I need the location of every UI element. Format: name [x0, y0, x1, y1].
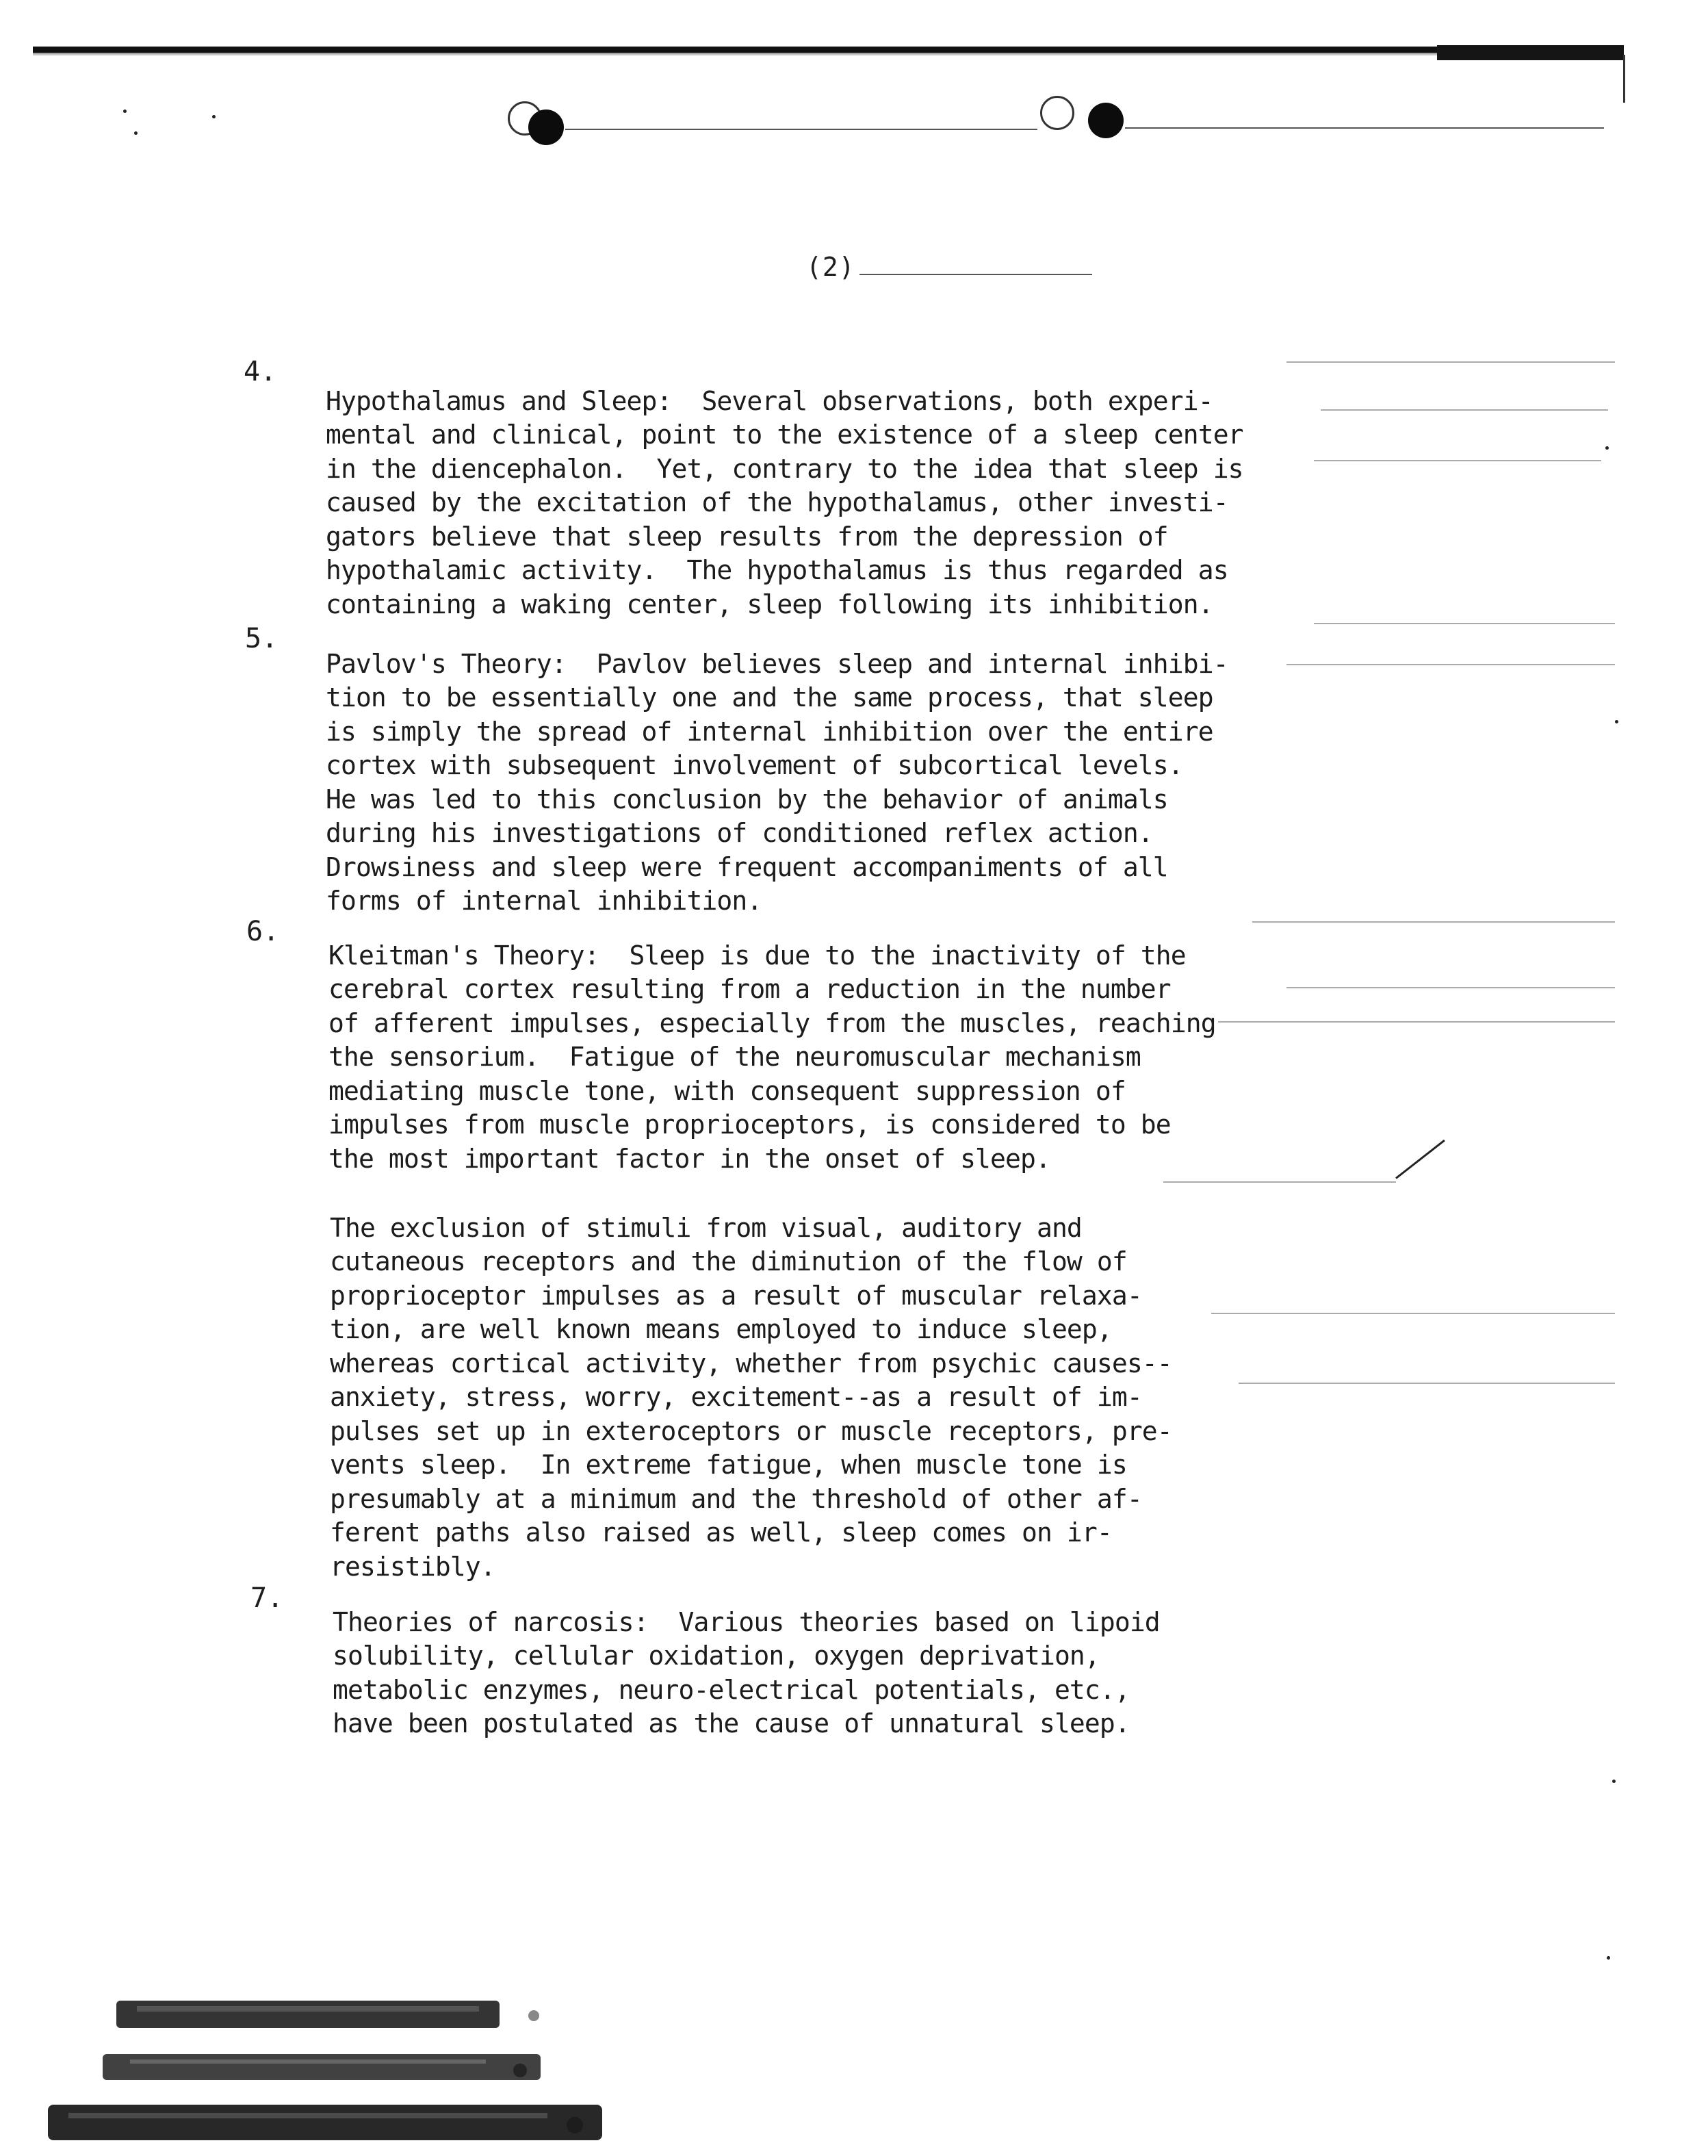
text-line: containing a waking center, sleep following its inhibition. — [326, 589, 1213, 619]
punch-hole — [528, 110, 564, 145]
scan-line — [1211, 1313, 1615, 1314]
scan-speck — [1612, 1780, 1616, 1783]
text-line: the most important factor in the onset of sleep. — [328, 1143, 1050, 1174]
text-line: forms of internal inhibition. — [326, 886, 762, 916]
text-line: in the diencephalon. Yet, contrary to the idea that sleep is — [326, 453, 1243, 484]
scan-line — [1125, 127, 1604, 129]
scan-line — [565, 129, 1037, 130]
text-line: mediating muscle tone, with consequent suppression of — [328, 1075, 1126, 1106]
text-line: is simply the spread of internal inhibition over the entire — [326, 716, 1213, 747]
text-line: of afferent impulses, especially from the muscles, reaching — [328, 1008, 1216, 1038]
item-paragraph — [326, 350, 1243, 656]
text-line: resistibly. — [330, 1551, 495, 1582]
top-border-rule — [33, 47, 1624, 56]
text-line: Pavlov's Theory: Pavlov believes sleep and internal inhibi- — [326, 648, 1228, 679]
top-border-rule-dark — [1437, 45, 1624, 60]
scan-speck — [212, 115, 216, 118]
text-line: cutaneous receptors and the diminution of the flow of — [330, 1246, 1127, 1276]
text-line: He was led to this conclusion by the behavior of animals — [326, 784, 1168, 814]
text-line: hypothalamic activity. The hypothalamus is thus regarded as — [326, 555, 1228, 585]
scan-speck — [1605, 446, 1609, 450]
item-paragraph — [328, 905, 1216, 1210]
scan-line — [1286, 987, 1615, 988]
pencil-check-mark — [1395, 1140, 1445, 1179]
text-line: tion to be essentially one and the same process, that sleep — [326, 682, 1213, 713]
page-number-rule — [859, 274, 1092, 275]
text-line: The exclusion of stimuli from visual, auditory and — [330, 1212, 1082, 1243]
punch-hole-ring — [1040, 96, 1074, 130]
text-line: gators believe that sleep results from the depression of — [326, 521, 1168, 552]
text-line: impulses from muscle proprioceptors, is considered to be — [328, 1109, 1171, 1140]
item-paragraph — [333, 1571, 1160, 1775]
text-line: proprioceptor impulses as a result of muscular relaxa- — [330, 1280, 1142, 1311]
punch-hole — [1088, 103, 1124, 138]
item-number: 4. — [244, 356, 277, 387]
text-line: ferent paths also raised as well, sleep comes on ir- — [330, 1517, 1112, 1548]
item-number: 7. — [250, 1582, 284, 1614]
scan-speck — [1607, 1956, 1610, 1960]
scan-speck — [123, 110, 127, 113]
text-line: cortex with subsequent involvement of subcortical levels. — [326, 750, 1183, 780]
scan-line — [1314, 623, 1615, 624]
scan-speck — [134, 131, 138, 135]
scan-line — [1286, 361, 1615, 363]
text-line: presumably at a minimum and the threshold of other af- — [330, 1483, 1142, 1514]
text-line: solubility, cellular oxidation, oxygen deprivation, — [333, 1641, 1100, 1671]
scan-line — [1314, 460, 1601, 461]
declassification-stamp — [41, 1988, 616, 2153]
text-line: during his investigations of conditioned reflex action. — [326, 818, 1153, 848]
text-line: the sensorium. Fatigue of the neuromuscular mechanism — [328, 1042, 1141, 1072]
item-number: 5. — [245, 623, 279, 654]
text-line: Drowsiness and sleep were frequent accompaniments of all — [326, 851, 1168, 882]
scan-line — [1321, 409, 1608, 411]
scan-line — [1286, 664, 1615, 665]
text-line: caused by the excitation of the hypothalamus, other investi- — [326, 487, 1228, 517]
text-line: vents sleep. In extreme fatigue, when muscle tone is — [330, 1450, 1127, 1480]
right-edge-line — [1623, 55, 1625, 103]
text-line: Hypothalamus and Sleep: Several observations, both experi- — [326, 385, 1213, 416]
continuation-paragraph — [330, 1177, 1172, 1618]
scan-line — [1239, 1383, 1615, 1384]
text-line: tion, are well known means employed to induce sleep, — [330, 1314, 1112, 1344]
text-line: have been postulated as the cause of unnatural sleep. — [333, 1708, 1130, 1738]
page-number: (2) — [806, 252, 855, 282]
text-line: mental and clinical, point to the existence of a sleep center — [326, 420, 1243, 450]
text-line: whereas cortical activity, whether from psychic causes-- — [330, 1348, 1172, 1378]
scan-line — [1218, 1021, 1615, 1023]
text-line: cerebral cortex resulting from a reduction in the number — [328, 974, 1171, 1004]
scan-speck — [1615, 720, 1618, 723]
item-paragraph — [326, 613, 1228, 952]
text-line: metabolic enzymes, neuro-electrical potentials, etc., — [333, 1674, 1130, 1705]
text-line: pulses set up in exteroceptors or muscle receptors, pre- — [330, 1415, 1172, 1446]
text-line: Theories of narcosis: Various theories based on lipoid — [333, 1606, 1160, 1637]
text-line: anxiety, stress, worry, excitement--as a result of im- — [330, 1382, 1142, 1412]
item-number: 6. — [246, 916, 280, 947]
text-line: Kleitman's Theory: Sleep is due to the inactivity of the — [328, 940, 1186, 971]
scan-line — [1252, 921, 1615, 923]
scan-line — [1163, 1181, 1396, 1183]
